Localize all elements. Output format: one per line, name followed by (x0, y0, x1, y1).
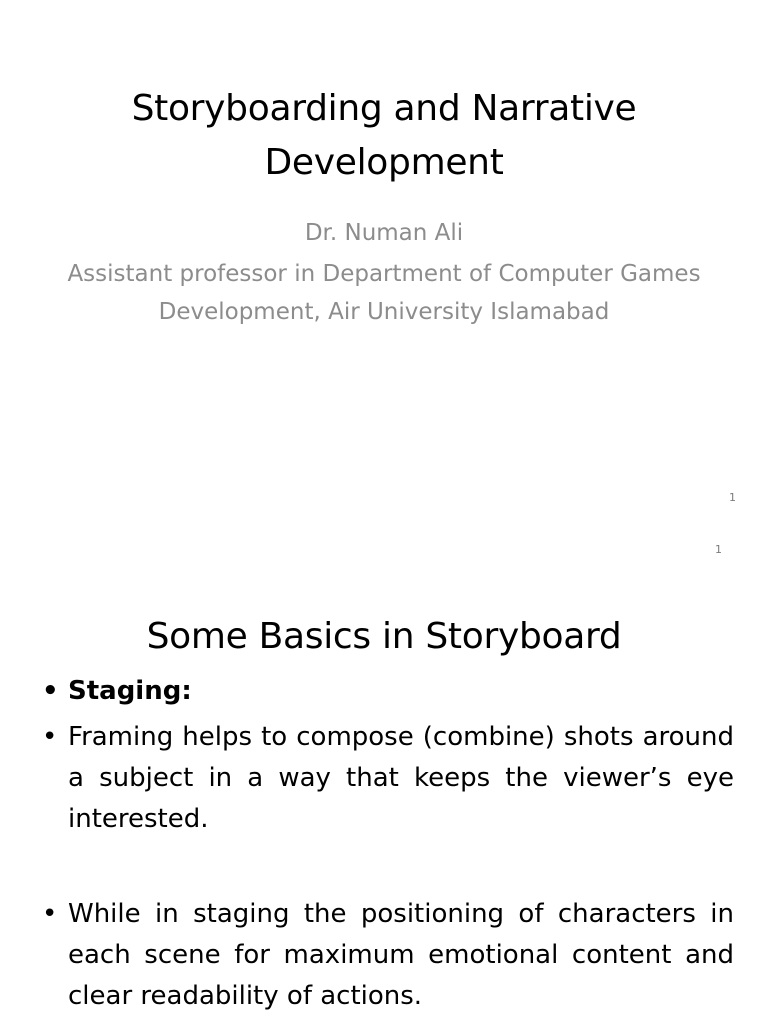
slide-title-line: Development (264, 142, 504, 183)
bullet-dot-icon: • (42, 899, 58, 929)
bullet-item-staging (42, 671, 734, 712)
affiliation-line: Development, Air University Islamabad (158, 299, 610, 325)
slide-heading: Some Basics in Storyboard (146, 616, 622, 657)
author-name: Dr. Numan Ali (304, 220, 464, 246)
author-affiliation (30, 255, 738, 331)
slide-number: 1 (729, 491, 736, 504)
bullet-dot-icon: • (42, 722, 58, 752)
bullet-text: Staging: (68, 676, 192, 706)
content-slide (0, 575, 768, 1024)
bullet-item-framing (42, 717, 734, 840)
bullet-dot-icon: • (42, 676, 59, 706)
slide-title (0, 82, 768, 190)
affiliation-line: Assistant professor in Department of Computer Games (67, 261, 701, 287)
bullet-text: While in staging the positioning of characters in each scene for maximum emotional content and clear readability of actions. (68, 899, 734, 1011)
bullet-text: Framing helps to compose (combine) shots around a subject in a way that keeps the viewer’s eye interested. (68, 722, 734, 834)
page-number: 1 (715, 543, 722, 556)
slide-title-line: Storyboarding and Narrative (131, 88, 637, 129)
bullet-item-positioning (42, 894, 734, 1017)
bullet-list (42, 671, 734, 1017)
